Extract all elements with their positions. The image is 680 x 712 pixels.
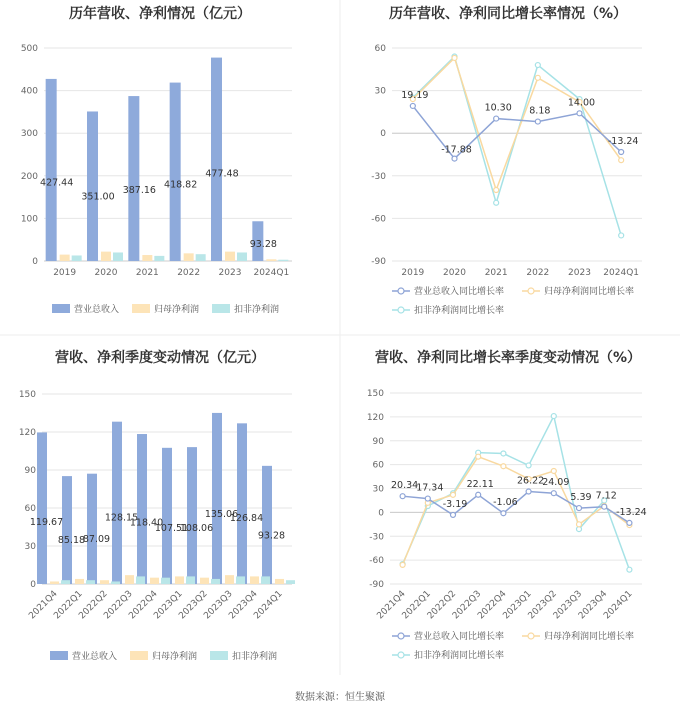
legend-swatch xyxy=(212,304,230,313)
x-tick-label: 2023Q1 xyxy=(152,589,185,622)
bar-net-profit xyxy=(175,576,184,584)
data-label: 107.51 xyxy=(154,523,189,535)
y-tick-label: 90 xyxy=(24,466,36,476)
bar-deducted-profit xyxy=(261,576,270,584)
data-label: 427.44 xyxy=(40,177,74,189)
bar-deducted-profit xyxy=(236,576,245,584)
bar-net-profit xyxy=(60,255,70,261)
legend-swatch xyxy=(132,304,150,313)
bar-deducted-profit xyxy=(211,579,220,584)
bar-deducted-profit xyxy=(113,252,123,261)
series-point xyxy=(494,116,499,121)
legend-label: 营业总收入同比增长率 xyxy=(414,287,505,297)
series-point xyxy=(551,491,556,496)
legend-label: 扣非净利润 xyxy=(234,305,280,315)
y-tick-label: -60 xyxy=(371,214,386,225)
data-label: -3.19 xyxy=(442,498,468,510)
series-point xyxy=(619,233,624,238)
y-tick-label: 30 xyxy=(374,86,386,97)
series-point xyxy=(535,75,540,80)
legend-label: 扣非净利润同比增长率 xyxy=(414,651,505,661)
legend-marker xyxy=(398,288,404,294)
data-label: 10.30 xyxy=(484,102,512,114)
x-tick-label: 2023Q3 xyxy=(551,589,585,622)
bar-revenue xyxy=(162,448,172,584)
bar-revenue xyxy=(211,58,222,261)
series-point xyxy=(627,567,632,572)
legend-label: 营业总收入 xyxy=(72,652,118,662)
series-point xyxy=(526,489,531,494)
data-label: 351.00 xyxy=(81,191,115,203)
data-label: 126.84 xyxy=(229,513,264,525)
series-point xyxy=(551,414,556,419)
series-point xyxy=(526,463,531,468)
x-tick-label: 2023Q4 xyxy=(576,589,610,622)
series-point xyxy=(535,119,540,124)
x-tick-label: 2020 xyxy=(94,268,118,278)
y-tick-label: 0 xyxy=(32,257,38,267)
bar-net-profit xyxy=(225,252,235,261)
x-tick-label: 2023Q3 xyxy=(202,589,235,622)
x-tick-label: 2022Q3 xyxy=(102,589,135,622)
data-label: 17.34 xyxy=(416,482,444,494)
chart-title: 历年营收、净利同比增长率情况（%） xyxy=(388,6,628,22)
x-tick-label: 2023Q1 xyxy=(501,589,534,622)
y-tick-label: 30 xyxy=(372,484,384,495)
series-point xyxy=(627,520,632,525)
data-label: 22.11 xyxy=(466,478,494,490)
bar-net-profit xyxy=(200,578,209,584)
bar-deducted-profit xyxy=(186,576,195,584)
data-label: 20.34 xyxy=(390,480,419,492)
x-tick-label: 2023 xyxy=(218,268,242,278)
data-label: -1.06 xyxy=(493,497,518,509)
y-tick-label: 500 xyxy=(20,44,38,54)
data-label: 87.09 xyxy=(82,533,111,545)
legend-marker xyxy=(398,652,404,658)
chart-title: 营收、净利季度变动情况（亿元） xyxy=(55,350,265,366)
x-tick-label: 2024Q1 xyxy=(603,268,640,278)
y-tick-label: -90 xyxy=(371,257,386,267)
y-tick-label: 150 xyxy=(366,389,384,399)
bar-net-profit xyxy=(266,259,276,261)
series-point xyxy=(619,158,624,163)
legend-label: 营业总收入 xyxy=(74,305,120,315)
legend-marker xyxy=(398,307,404,313)
y-tick-label: -30 xyxy=(371,171,386,182)
data-label: 19.19 xyxy=(401,89,429,101)
data-label: 14.00 xyxy=(567,97,596,109)
y-tick-label: 400 xyxy=(20,86,38,97)
legend-swatch xyxy=(52,304,70,313)
legend-swatch xyxy=(50,651,68,660)
x-tick-label: 2020 xyxy=(443,268,466,278)
data-label: 8.18 xyxy=(529,105,551,117)
data-label: 93.28 xyxy=(249,238,277,250)
legend-label: 归母净利润 xyxy=(154,305,200,315)
bar-revenue xyxy=(187,447,197,584)
x-tick-label: 2022Q3 xyxy=(450,589,484,622)
series-point xyxy=(577,111,582,116)
legend-label: 归母净利润同比增长率 xyxy=(544,632,635,642)
x-tick-label: 2022Q2 xyxy=(77,589,110,622)
x-tick-label: 2021Q4 xyxy=(375,589,408,622)
y-tick-label: 300 xyxy=(20,129,38,140)
x-tick-label: 2022 xyxy=(526,268,550,278)
x-tick-label: 2021 xyxy=(484,268,508,278)
data-label: 108.06 xyxy=(179,522,214,534)
data-label: 5.39 xyxy=(570,492,592,504)
bar-net-profit xyxy=(275,579,284,584)
y-tick-label: 60 xyxy=(374,44,386,54)
bar-revenue xyxy=(170,83,181,261)
bar-revenue xyxy=(237,423,247,584)
x-tick-label: 2024Q1 xyxy=(602,589,635,622)
bar-net-profit xyxy=(125,575,134,584)
y-tick-label: 90 xyxy=(372,436,384,447)
bar-revenue xyxy=(112,422,122,584)
series-point xyxy=(619,150,624,155)
series-point xyxy=(501,464,506,469)
data-label: 85.18 xyxy=(57,534,86,546)
bar-deducted-profit xyxy=(286,580,295,584)
series-point xyxy=(425,496,430,501)
data-label: -13.24 xyxy=(607,136,639,148)
y-tick-label: 30 xyxy=(24,542,36,552)
series-point xyxy=(602,504,607,509)
x-tick-label: 2023 xyxy=(568,268,591,278)
x-tick-label: 2023Q2 xyxy=(526,589,559,622)
legend-swatch xyxy=(210,651,228,660)
series-point xyxy=(410,103,415,108)
data-label: 418.82 xyxy=(164,179,198,191)
x-tick-label: 2023Q2 xyxy=(177,589,210,622)
legend-label: 营业总收入同比增长率 xyxy=(414,632,505,642)
chart-title: 营收、净利同比增长率季度变动情况（%） xyxy=(374,350,642,366)
data-label: 118.40 xyxy=(129,517,164,529)
series-point xyxy=(535,63,540,68)
data-label: 26.22 xyxy=(516,475,545,487)
series-point xyxy=(494,200,499,205)
series-point xyxy=(577,506,582,511)
series-point xyxy=(451,512,456,517)
bar-revenue xyxy=(212,413,222,584)
bar-revenue xyxy=(46,79,57,261)
series-point xyxy=(451,492,456,497)
bar-revenue xyxy=(137,434,147,584)
bar-deducted-profit xyxy=(86,580,95,584)
bar-revenue xyxy=(128,96,139,261)
bar-revenue xyxy=(262,466,272,584)
y-tick-label: 60 xyxy=(24,504,36,514)
series-point xyxy=(494,188,499,193)
x-tick-label: 2023Q4 xyxy=(227,589,260,622)
y-tick-label: 0 xyxy=(378,508,384,519)
data-label: 387.16 xyxy=(122,185,156,197)
bar-net-profit xyxy=(101,252,111,261)
legend-label: 扣非净利润 xyxy=(232,652,278,662)
legend-label: 归母净利润同比增长率 xyxy=(544,287,635,297)
bar-deducted-profit xyxy=(161,578,170,584)
y-tick-label: -30 xyxy=(369,532,384,543)
y-tick-label: 120 xyxy=(18,428,36,438)
bar-deducted-profit xyxy=(136,576,145,584)
bar-revenue xyxy=(87,111,98,261)
y-tick-label: -60 xyxy=(369,556,384,567)
series-point xyxy=(400,562,405,567)
data-label: 7.12 xyxy=(595,490,617,502)
y-tick-label: 120 xyxy=(366,412,384,423)
series-point xyxy=(501,511,506,516)
x-tick-label: 2024Q1 xyxy=(253,268,290,278)
x-tick-label: 2024Q1 xyxy=(252,589,285,622)
legend-marker xyxy=(528,288,534,294)
data-label: -17.88 xyxy=(441,144,472,156)
series-point xyxy=(501,451,506,456)
legend-marker xyxy=(528,633,534,639)
y-tick-label: 200 xyxy=(20,171,38,182)
x-tick-label: 2022Q2 xyxy=(425,589,459,622)
series-point xyxy=(577,522,582,527)
series-point xyxy=(476,454,481,459)
y-tick-label: 0 xyxy=(380,129,386,140)
data-label: 135.06 xyxy=(204,508,239,520)
bar-net-profit xyxy=(184,253,194,261)
bar-deducted-profit xyxy=(111,581,120,584)
y-tick-label: -90 xyxy=(369,580,384,590)
x-tick-label: 2022 xyxy=(177,268,201,278)
legend-swatch xyxy=(130,651,148,660)
bar-deducted-profit xyxy=(154,256,164,261)
legend-marker xyxy=(398,633,404,639)
bar-net-profit xyxy=(75,579,84,584)
bar-net-profit xyxy=(250,576,259,584)
y-tick-label: 100 xyxy=(20,214,38,225)
bar-revenue xyxy=(62,476,72,584)
data-label: 93.28 xyxy=(257,530,286,542)
bar-revenue xyxy=(87,474,97,584)
bar-deducted-profit xyxy=(196,254,206,261)
series-point xyxy=(452,156,457,161)
series-point xyxy=(400,494,405,499)
x-tick-label: 2022Q1 xyxy=(400,589,433,622)
data-label: 119.67 xyxy=(29,516,64,528)
y-tick-label: 150 xyxy=(18,390,36,400)
bar-net-profit xyxy=(225,575,234,584)
source-note: 数据来源：恒生聚源 xyxy=(295,692,385,703)
bar-deducted-profit xyxy=(61,580,70,584)
x-tick-label: 2022Q4 xyxy=(127,589,160,622)
x-tick-label: 2019 xyxy=(53,268,77,278)
legend-label: 归母净利润 xyxy=(152,652,198,662)
legend-label: 扣非净利润同比增长率 xyxy=(414,306,505,316)
bar-net-profit xyxy=(142,255,152,261)
y-tick-label: 0 xyxy=(30,580,36,590)
chart-title: 历年营收、净利情况（亿元） xyxy=(69,6,251,22)
data-label: -13.24 xyxy=(616,506,647,518)
bar-revenue xyxy=(37,432,47,584)
x-tick-label: 2019 xyxy=(401,268,425,278)
series-point xyxy=(452,55,457,60)
x-tick-label: 2022Q4 xyxy=(476,589,509,622)
bar-net-profit xyxy=(100,580,109,584)
data-label: 24.09 xyxy=(542,477,570,489)
bar-deducted-profit xyxy=(72,255,82,261)
x-tick-label: 2021 xyxy=(135,268,159,278)
data-label: 128.15 xyxy=(104,512,139,524)
x-tick-label: 2021Q4 xyxy=(27,589,60,622)
series-point xyxy=(551,468,556,473)
series-point xyxy=(476,492,481,497)
bar-deducted-profit xyxy=(237,252,247,261)
x-tick-label: 2022Q1 xyxy=(52,589,85,622)
bar-deducted-profit xyxy=(278,260,288,261)
data-label: 477.48 xyxy=(205,168,239,180)
bar-net-profit xyxy=(50,581,59,584)
y-tick-label: 60 xyxy=(372,460,384,471)
bar-net-profit xyxy=(150,578,159,584)
